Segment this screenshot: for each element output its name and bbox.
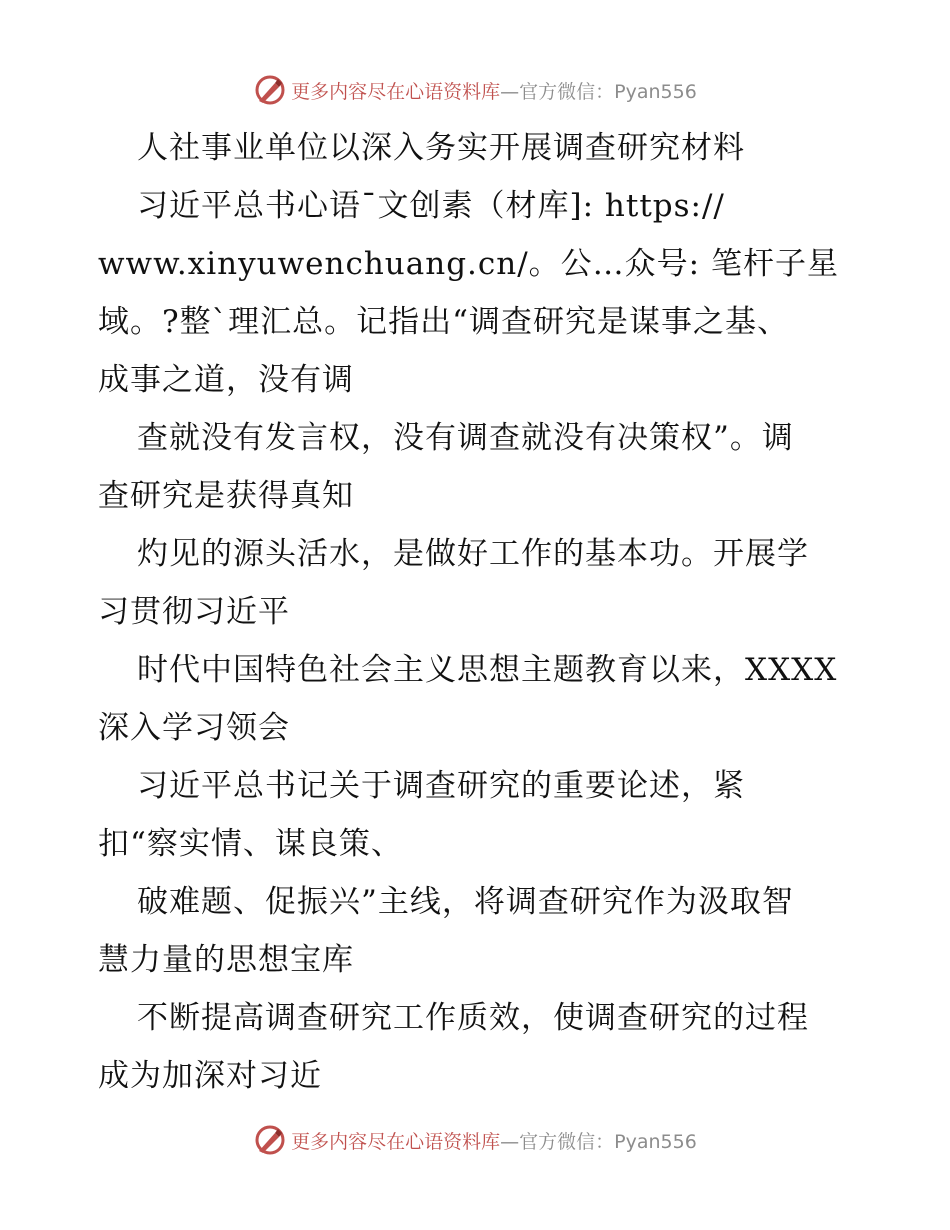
- doc-line: 习贯彻习近平: [98, 594, 290, 630]
- doc-line: 不断提高调查研究工作质效，使调查研究的过程: [137, 1000, 809, 1036]
- banner-text: [291, 77, 697, 104]
- doc-line: 深入学习领会: [98, 710, 290, 746]
- doc-title-line: 人社事业单位以深入务实开展调查研究材料: [137, 130, 745, 166]
- doc-line: 成为加深对习近: [98, 1058, 322, 1094]
- banner-contact: 官方微信：Pyan556: [519, 1130, 697, 1153]
- banner-text: [291, 1127, 697, 1154]
- footer-watermark-banner: [0, 1120, 950, 1160]
- banner-separator: —: [500, 80, 520, 103]
- banner-brand: 更多内容尽在心语资料库: [291, 80, 501, 103]
- doc-line: 时代中国特色社会主义思想主题教育以来，XXXX: [137, 652, 838, 688]
- pen-logo-icon: [253, 73, 287, 107]
- doc-line: 查就没有发言权，没有调查就没有决策权”。调: [137, 420, 794, 456]
- doc-line: 成事之道，没有调: [98, 362, 354, 398]
- banner-separator: —: [500, 1130, 520, 1153]
- doc-line: 习近平总书心语¯文创素（材库]: https://: [137, 188, 725, 224]
- doc-line: 扣“察实情、谋良策、: [98, 826, 403, 862]
- doc-line: 查研究是获得真知: [98, 478, 354, 514]
- doc-line: 破难题、促振兴”主线，将调查研究作为汲取智: [137, 884, 794, 920]
- banner-brand: 更多内容尽在心语资料库: [291, 1130, 501, 1153]
- doc-line: 域。?整`理汇总。记指出“调查研究是谋事之基、: [98, 304, 789, 340]
- doc-line: 习近平总书记关于调查研究的重要论述，紧: [137, 768, 745, 804]
- doc-line: 慧力量的思想宝库: [98, 942, 354, 978]
- header-watermark-banner: [0, 70, 950, 110]
- doc-line: www.xinyuwenchuang.cn/。公…众号: 笔杆子星: [98, 246, 839, 282]
- doc-line: 灼见的源头活水，是做好工作的基本功。开展学: [137, 536, 809, 572]
- pen-logo-icon: [253, 1123, 287, 1157]
- banner-contact: 官方微信：Pyan556: [519, 80, 697, 103]
